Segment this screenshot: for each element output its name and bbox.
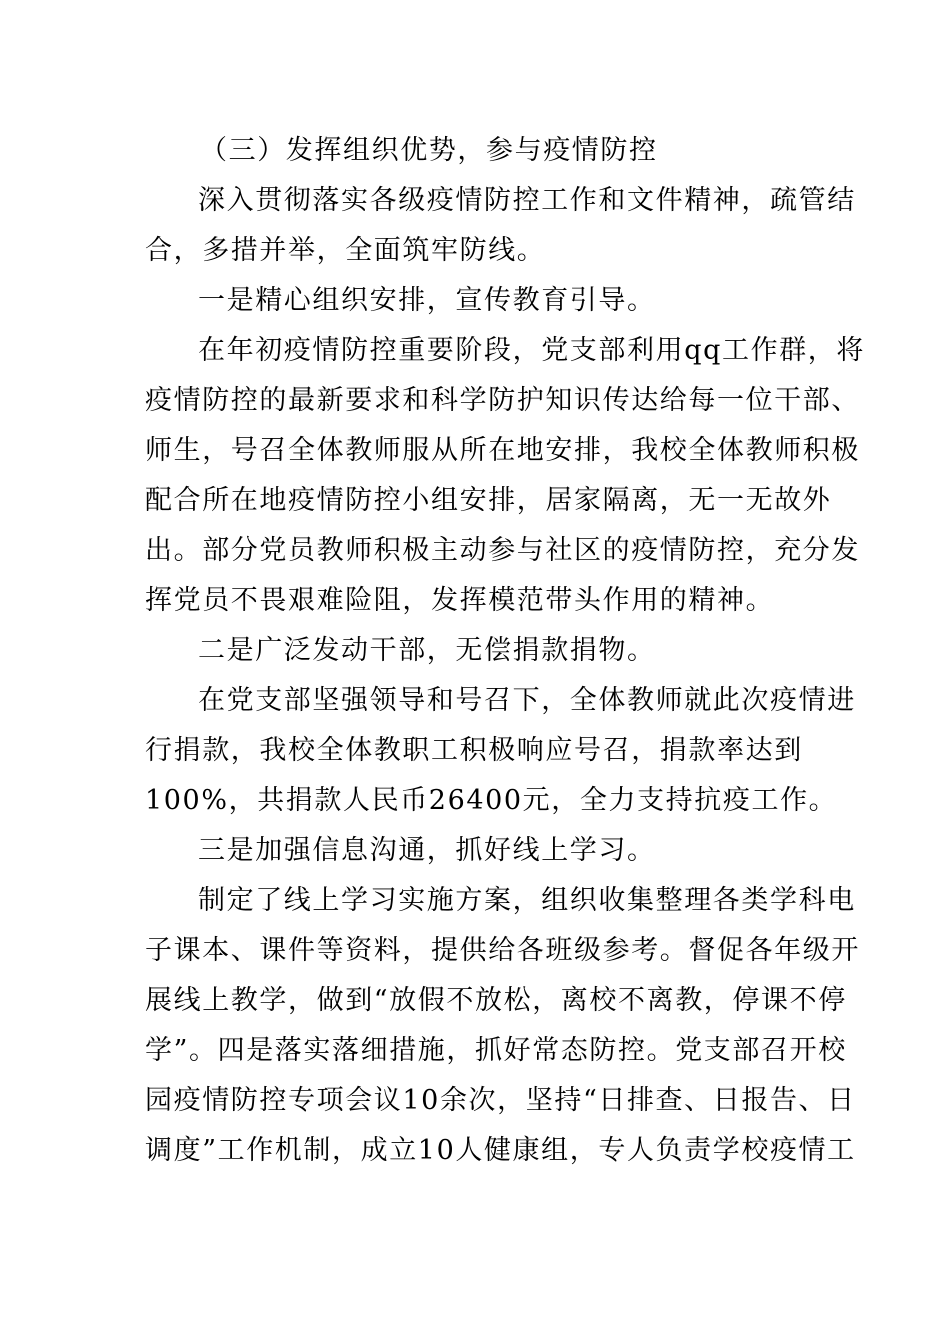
paragraph-line: 配合所在地疫情防控小组安排，居家隔离，无一无故外: [145, 485, 832, 516]
paragraph-line: 学”。四是落实落细措施，抓好常态防控。党支部召开校: [145, 1035, 847, 1066]
paragraph-line: 合，多措并举，全面筑牢防线。: [145, 235, 546, 266]
paragraph-line: 在党支部坚强领导和号召下，全体教师就此次疫情进: [198, 685, 856, 716]
paragraph-line: 挥党员不畏艰难险阻，发挥模范带头作用的精神。: [145, 585, 775, 616]
paragraph-line: 行捐款，我校全体教职工积极响应号召，捐款率达到: [145, 735, 803, 766]
paragraph-line: 出。部分党员教师积极主动参与社区的疫情防控，充分发: [145, 535, 860, 566]
paragraph-line: 调度”工作机制，成立10人健康组，专人负责学校疫情工: [145, 1135, 856, 1166]
paragraph-line: 园疫情防控专项会议10余次，坚持“日排查、日报告、日: [145, 1085, 856, 1116]
subheading-line: 一是精心组织安排，宣传教育引导。: [198, 285, 656, 316]
subheading-line: 三是加强信息沟通，抓好线上学习。: [198, 835, 656, 866]
section-heading: （三）发挥组织优势，参与疫情防控: [200, 135, 658, 166]
paragraph-line: 制定了线上学习实施方案，组织收集整理各类学科电: [198, 885, 856, 916]
paragraph-line: 在年初疫情防控重要阶段，党支部利用qq工作群，将: [198, 335, 865, 366]
paragraph-line: 展线上教学，做到“放假不放松，离校不离教，停课不停: [145, 985, 847, 1016]
paragraph-line: 疫情防控的最新要求和科学防护知识传达给每一位干部、: [145, 385, 860, 416]
paragraph-line: 深入贯彻落实各级疫情防控工作和文件精神，疏管结: [198, 185, 856, 216]
paragraph-line: 子课本、课件等资料，提供给各班级参考。督促各年级开: [145, 935, 860, 966]
paragraph-line: 100%，共捐款人民币26400元，全力支持抗疫工作。: [145, 785, 838, 816]
paragraph-line: 师生，号召全体教师服从所在地安排，我校全体教师积极: [145, 435, 860, 466]
subheading-line: 二是广泛发动干部，无偿捐款捐物。: [198, 635, 656, 666]
